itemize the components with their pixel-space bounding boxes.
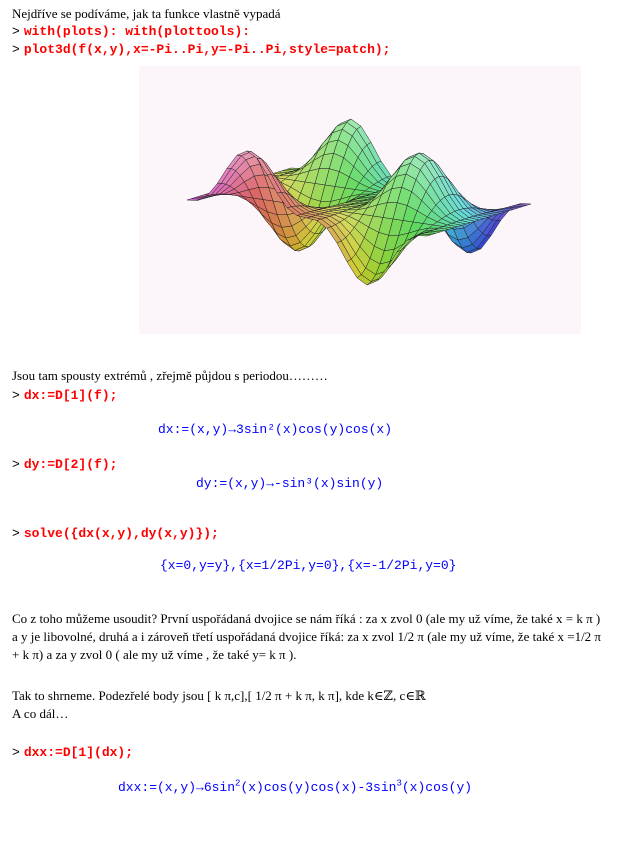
prompt: > [12,457,20,472]
command-dxx[interactable]: dxx:=D[1](dx); [23,745,134,760]
input-line-dy[interactable] [12,455,117,473]
input-line-dx[interactable] [12,386,117,404]
output-dxx-exponent: 3 [396,778,402,789]
output-dxx-part: (x)cos(y)cos(x)-3sin [240,780,397,795]
extremes-text: Jsou tam spousty extrémů , zřejmě půjdou s periodou……… [12,368,328,383]
output-dxx-exponent: 2 [235,778,241,789]
input-line-plot3d[interactable] [12,40,390,58]
explanation-paragraph: Co z toho můžeme usoudit? První uspořádaná dvojice se nám říká : za x zvol 0 (ale my už víme, že také x = k π ) a y je libovolné, druhá a i zároveň třetí uspořádaná dvojice říká: za x zvol 1/2 π (ale my už víme, že také x =1/2 π + k π) a za y zvol 0 ( ale my už víme , že také y= k π ). [12,611,601,662]
command-dx[interactable]: dx:=D[1](f); [23,388,118,403]
summary-text: Tak to shrneme. Podezřelé body jsou [ k π,c],[ 1/2 π + k π, k π], kde k∈ℤ, c∈ℝ [12,688,426,703]
output-solve: {x=0,y=y},{x=1/2Pi,y=0},{x=-1/2Pi,y=0} [160,558,457,573]
surface-plot-graphic [139,66,581,334]
command-with[interactable]: with(plots): with(plottools): [23,24,251,39]
command-dy[interactable]: dy:=D[2](f); [23,457,118,472]
prompt: > [12,42,20,57]
command-solve[interactable]: solve({dx(x,y),dy(x,y)}); [23,526,219,541]
prompt: > [12,526,20,541]
output-dxx-part: (x)cos(y) [401,780,473,795]
prompt: > [12,388,20,403]
prompt: > [12,745,20,760]
next-text: A co dál… [12,706,69,721]
output-dxx-part: dxx:=(x,y)→6sin [118,780,236,795]
intro-text: Nejdříve se podíváme, jak ta funkce vlastně vypadá [12,6,281,21]
input-line-solve[interactable] [12,524,219,542]
command-plot3d[interactable]: plot3d(f(x,y),x=-Pi..Pi,y=-Pi..Pi,style=patch); [23,42,391,57]
output-dy: dy:=(x,y)→-sin³(x)sin(y) [196,476,384,491]
prompt: > [12,24,20,39]
input-line-dxx[interactable] [12,743,133,761]
output-dxx [118,780,472,795]
output-dx: dx:=(x,y)→3sin²(x)cos(y)cos(x) [158,422,393,437]
surface-plot[interactable] [139,66,581,334]
input-line-with[interactable] [12,22,250,40]
